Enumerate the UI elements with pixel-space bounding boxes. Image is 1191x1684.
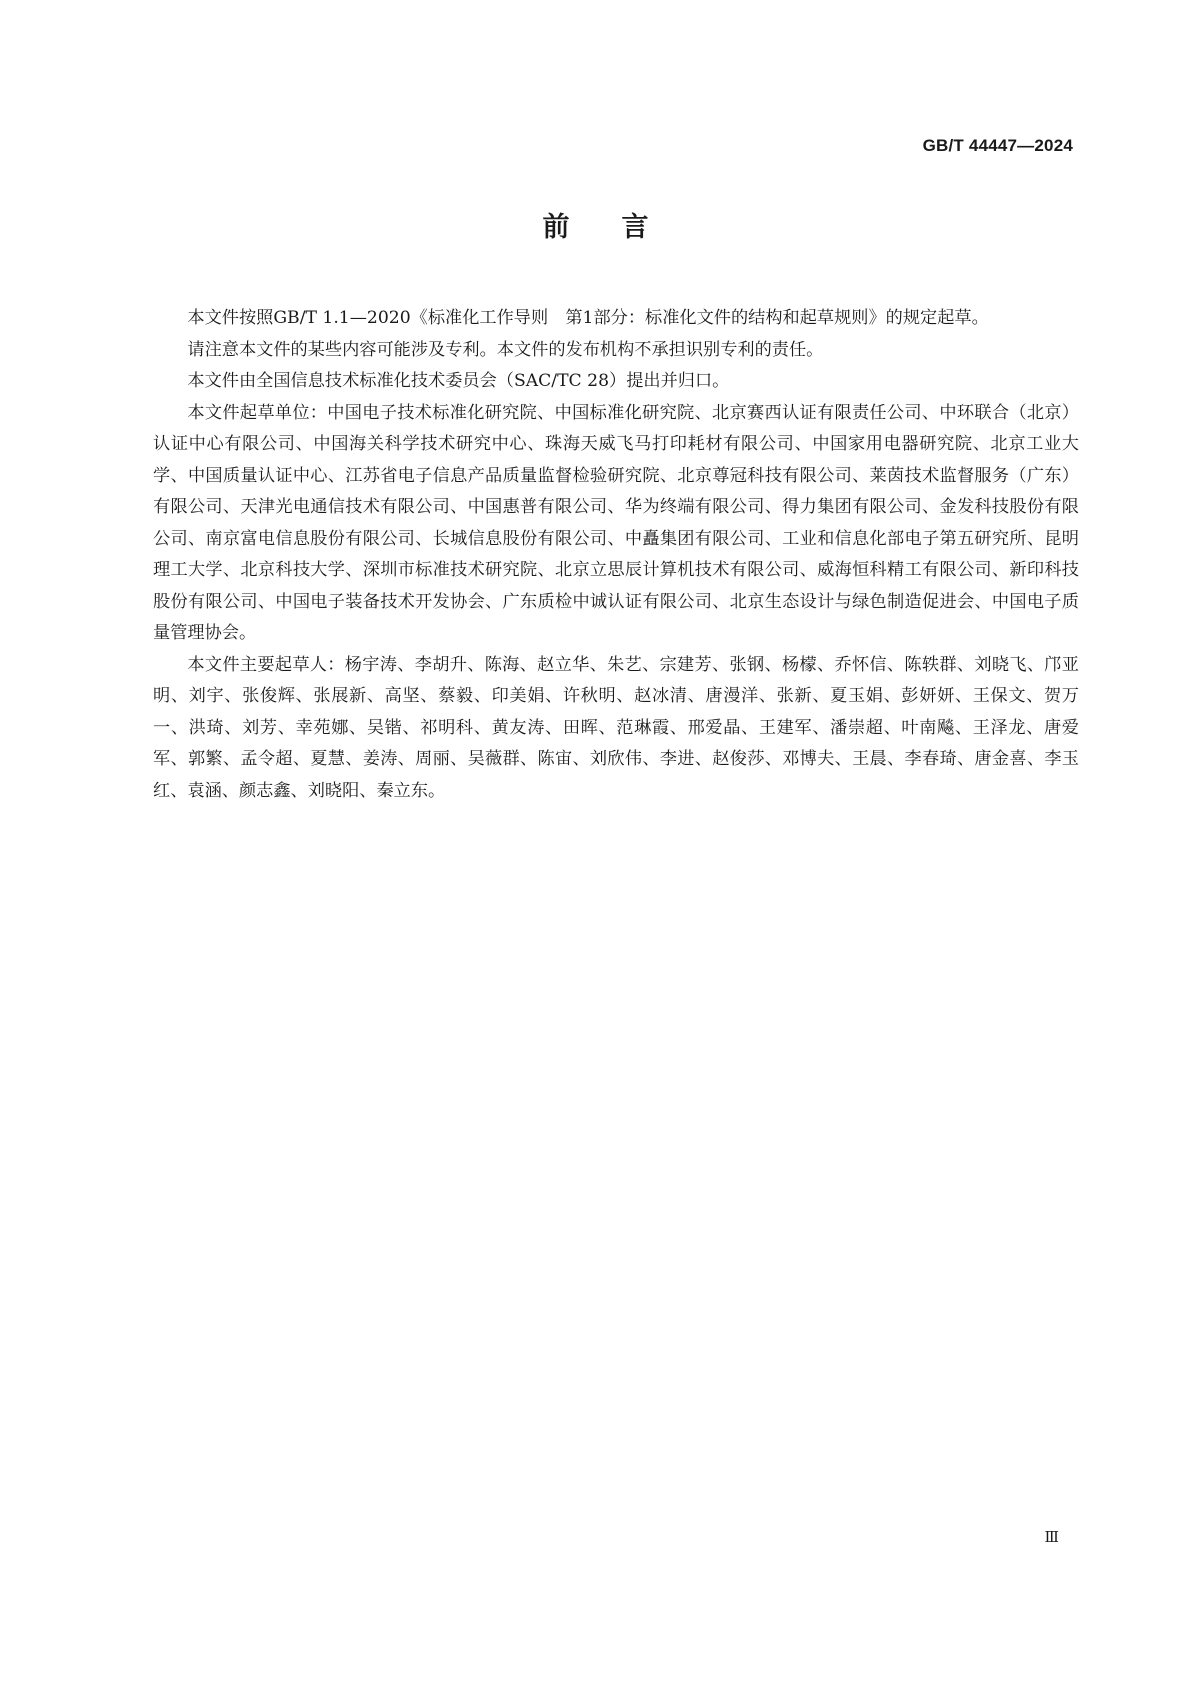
paragraph-drafting-rules: 本文件按照GB/T 1.1—2020《标准化工作导则 第1部分：标准化文件的结构和起草规则》的规定起草。 bbox=[187, 308, 989, 328]
page-number: Ⅲ bbox=[1044, 1528, 1059, 1546]
standard-code: GB/T 44447—2024 bbox=[922, 136, 1073, 155]
paragraph-drafting-units: 本文件起草单位：中国电子技术标准化研究院、中国标准化研究院、北京赛西认证有限责任公司、中环联合（北京）认证中心有限公司、中国海关科学技术研究中心、珠海天威飞马打印耗材有限公司、中国家用电器研究院、北京工业大学、中国质量认证中心、江苏省电子信息产品质量监督检验研究院、北京尊冠科技有限公司、莱茵技术监督服务（广东）有限公司、天津光电通信技术有限公司、中国惠普有限公司、华为终端有限公司、得力集团有限公司、金发科技股份有限公司、南京富电信息股份有限公司、长城信息股份有限公司、中矗集团有限公司、工业和信息化部电子第五研究所、昆明理工大学、北京科技大学、深圳市标准技术研究院、北京立思辰计算机技术有限公司、威海恒科精工有限公司、新印科技股份有限公司、中国电子装备技术开发协会、广东质检中诚认证有限公司、北京生态设计与绿色制造促进会、中国电子质量管理协会。 bbox=[153, 402, 1079, 643]
paragraph-committee: 本文件由全国信息技术标准化技术委员会（SAC/TC 28）提出并归口。 bbox=[187, 371, 730, 391]
paragraph-drafters: 本文件主要起草人：杨宇涛、李胡升、陈海、赵立华、朱艺、宗建芳、张钢、杨檬、乔怀信、陈轶群、刘晓飞、邝亚明、刘宇、张俊辉、张展新、高坚、蔡毅、印美娟、许秋明、赵冰清、唐漫洋、张新、夏玉娟、彭妍妍、王保文、贺万一、洪琦、刘芳、幸苑娜、吴锴、祁明科、黄友涛、田晖、范琳霞、邢爱晶、王建军、潘崇超、叶南飚、王泽龙、唐爱军、郭繁、孟令超、夏慧、姜涛、周丽、吴薇群、陈宙、刘欣伟、李进、赵俊莎、邓博夫、王晨、李春琦、唐金喜、李玉红、袁涵、颜志鑫、刘晓阳、秦立东。 bbox=[153, 654, 1079, 801]
document-body bbox=[153, 303, 1079, 807]
paragraph-patent-notice: 请注意本文件的某些内容可能涉及专利。本文件的发布机构不承担识别专利的责任。 bbox=[187, 339, 824, 360]
page-title: 前言 bbox=[542, 212, 701, 243]
